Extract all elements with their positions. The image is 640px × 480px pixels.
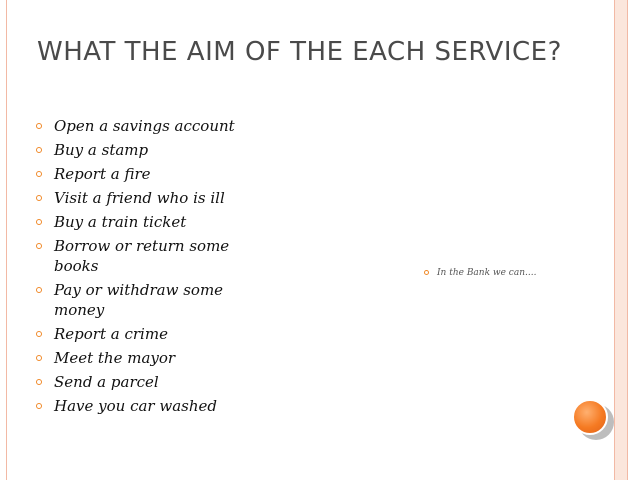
right-frame-line-inner	[614, 0, 615, 480]
list-item	[36, 212, 276, 232]
bullet-icon	[36, 287, 42, 293]
list-item-text: Meet the mayor	[54, 349, 176, 367]
list-item	[36, 348, 276, 368]
list-item-text: Report a fire	[54, 165, 151, 183]
bullet-icon	[36, 147, 42, 153]
left-frame-line	[6, 0, 7, 480]
list-item-text: Visit a friend who is ill	[54, 189, 225, 207]
bullet-icon	[36, 195, 42, 201]
note-text: In the Bank we can....	[437, 268, 537, 278]
right-frame-band	[615, 0, 627, 480]
list-item	[36, 140, 276, 160]
list-item	[36, 236, 276, 276]
bullet-icon	[36, 331, 42, 337]
list-item	[36, 372, 276, 392]
list-item-text: Send a parcel	[54, 373, 159, 391]
list-item-text: Report a crime	[54, 325, 168, 343]
service-list	[36, 116, 276, 420]
list-item-text: Open a savings account	[54, 117, 235, 135]
bullet-icon	[424, 270, 429, 275]
bullet-icon	[36, 403, 42, 409]
bullet-icon	[36, 355, 42, 361]
slide-title: WHAT THE AIM OF THE EACH SERVICE?	[37, 37, 562, 67]
list-item	[36, 396, 276, 416]
bullet-icon	[36, 171, 42, 177]
bullet-icon	[36, 219, 42, 225]
list-item-text: Buy a train ticket	[54, 213, 187, 231]
bullet-icon	[36, 379, 42, 385]
bullet-icon	[36, 243, 42, 249]
bullet-icon	[36, 123, 42, 129]
list-item-text: Pay or withdraw some money	[54, 281, 224, 319]
list-item	[36, 188, 276, 208]
orange-orb-icon	[572, 399, 608, 435]
note-item	[424, 267, 536, 279]
list-item-text: Borrow or return some books	[54, 237, 230, 275]
list-item-text: Have you car washed	[54, 397, 217, 415]
note-list	[424, 267, 536, 279]
list-item	[36, 116, 276, 136]
list-item	[36, 164, 276, 184]
list-item-text: Buy a stamp	[54, 141, 149, 159]
list-item	[36, 280, 276, 320]
right-frame-line-outer	[627, 0, 628, 480]
list-item	[36, 324, 276, 344]
